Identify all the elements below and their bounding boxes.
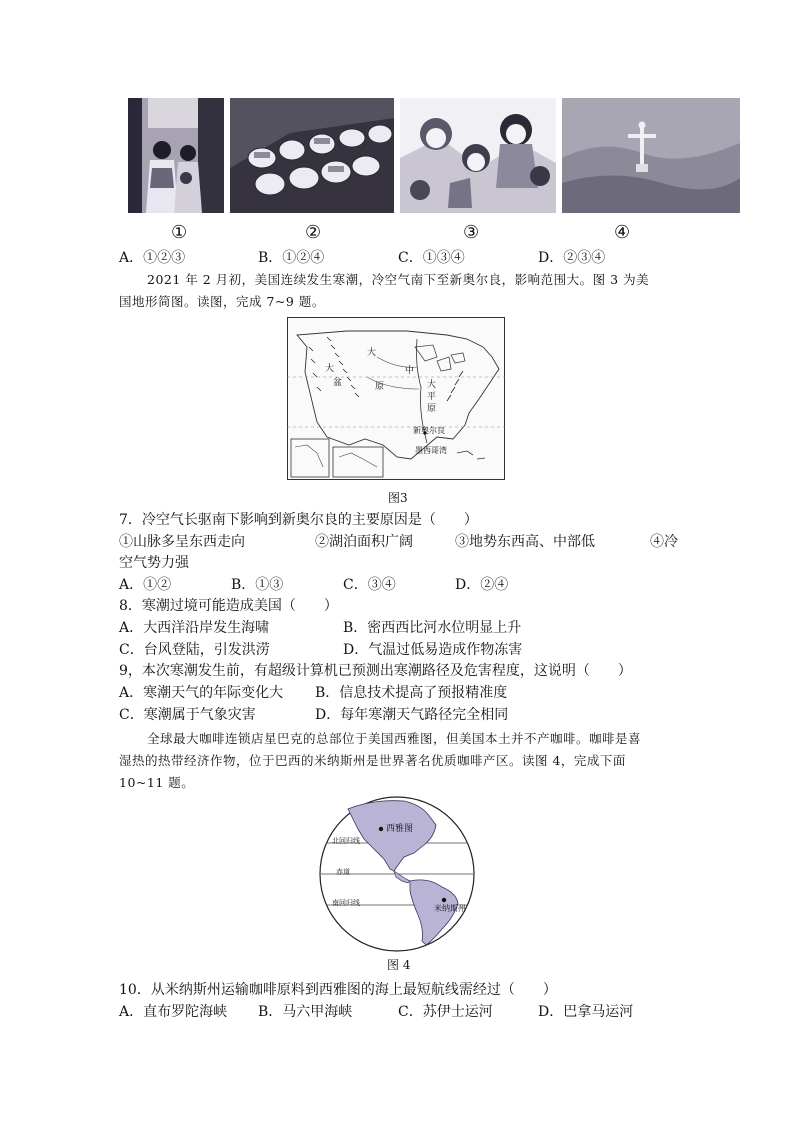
- q6-option-b: B．①②④: [258, 250, 325, 266]
- map-label-da-1: 大: [367, 348, 377, 358]
- photo-2-sushi: [230, 98, 394, 213]
- map-label-da-3: 大: [427, 380, 437, 390]
- photo-number-2: ②: [305, 222, 322, 243]
- intro-10-11-line3: 10~11 题。: [119, 775, 195, 790]
- q7-item-2: ②湖泊面积广阔: [315, 534, 413, 550]
- q7-item-3: ③地势东西高、中部低: [455, 534, 595, 550]
- q7-item-1: ①山脉多呈东西走向: [119, 534, 245, 550]
- photo-3-cartoon-characters: [400, 98, 556, 213]
- photo-number-3: ③: [463, 222, 480, 243]
- q6-option-c: C．①③④: [398, 250, 465, 266]
- photo-4-christ-redeemer: [562, 98, 740, 213]
- q8-option-a: A．大西洋沿岸发生海啸: [119, 620, 270, 636]
- q10-stem: 10．从米纳斯州运输咖啡原料到西雅图的海上最短航线需经过（ ）: [119, 982, 557, 998]
- globe-label-minas: 米纳斯州: [434, 904, 466, 913]
- figure4-caption: 图 4: [387, 958, 411, 972]
- map-label-zhong: 中: [405, 366, 415, 376]
- map-label-yuan-2: 原: [427, 404, 437, 414]
- q7-option-d: D．②④: [455, 577, 509, 593]
- globe-figure: [318, 795, 476, 953]
- q6-option-d: D．②③④: [538, 250, 606, 266]
- map-label-pen: 盆: [333, 378, 343, 388]
- intro-10-11-line1: 全球最大咖啡连锁店星巴克的总部位于美国西雅图，但美国本土并不产咖啡。咖啡是喜: [147, 731, 642, 746]
- map-label-da-2: 大: [325, 364, 335, 374]
- q8-stem: 8．寒潮过境可能造成美国（ ）: [119, 598, 338, 614]
- q7-stem: 7．冷空气长驱南下影响到新奥尔良的主要原因是（ ）: [119, 512, 478, 528]
- map-label-ping: 平: [427, 392, 437, 402]
- q10-option-c: C．苏伊士运河: [398, 1004, 493, 1020]
- globe-label-tropic-s: 南回归线: [332, 899, 360, 907]
- q10-option-d: D．巴拿马运河: [538, 1004, 634, 1020]
- intro-10-11-line2: 湿热的热带经济作物，位于巴西的米纳斯州是世界著名优质咖啡产区。读图 4，完成下面: [119, 753, 626, 768]
- q7-option-b: B．①③: [231, 577, 284, 593]
- q7-item-4-cont: 空气势力强: [119, 555, 189, 571]
- us-terrain-map: [287, 317, 505, 480]
- q7-item-4: ④冷: [650, 534, 678, 550]
- q8-option-b: B．密西西比河水位明显上升: [343, 620, 522, 636]
- q9-option-d: D．每年寒潮天气路径完全相同: [315, 707, 509, 723]
- q6-option-a: A．①②③: [119, 250, 186, 266]
- q10-option-b: B．马六甲海峡: [258, 1004, 353, 1020]
- q9-option-a: A．寒潮天气的年际变化大: [119, 685, 284, 701]
- q9-option-b: B．信息技术提高了预报精准度: [315, 685, 508, 701]
- q8-option-d: D．气温过低易造成作物冻害: [343, 642, 523, 658]
- intro-7-9-line1: 2021 年 2 月初，美国连续发生寒潮，冷空气南下至新奥尔良，影响范围大。图 3 为美: [147, 272, 650, 287]
- globe-label-equator: 赤道: [336, 868, 350, 876]
- q9-option-c: C．寒潮属于气象灾害: [119, 707, 256, 723]
- q8-option-c: C．台风登陆，引发洪涝: [119, 642, 270, 658]
- map-label-yuan: 原: [375, 382, 385, 392]
- q7-option-c: C．③④: [343, 577, 396, 593]
- globe-label-tropic-n: 北回归线: [332, 837, 360, 845]
- photo-1-kimono: [128, 98, 224, 213]
- photo-number-4: ④: [614, 222, 631, 243]
- globe-label-seattle: 西雅图: [386, 824, 414, 834]
- q9-stem: 9，本次寒潮发生前，有超级计算机已预测出寒潮路径及危害程度，这说明（ ）: [119, 663, 632, 679]
- photo-number-1: ①: [171, 222, 188, 243]
- map-label-gulf: 墨西哥湾: [415, 446, 447, 455]
- map-label-new-orleans: 新奥尔良: [413, 426, 445, 435]
- intro-7-9-line2: 国地形简图。读图，完成 7~9 题。: [119, 294, 325, 309]
- figure3-caption: 图3: [388, 491, 408, 505]
- q10-option-a: A．直布罗陀海峡: [119, 1004, 228, 1020]
- q7-option-a: A．①②: [119, 577, 172, 593]
